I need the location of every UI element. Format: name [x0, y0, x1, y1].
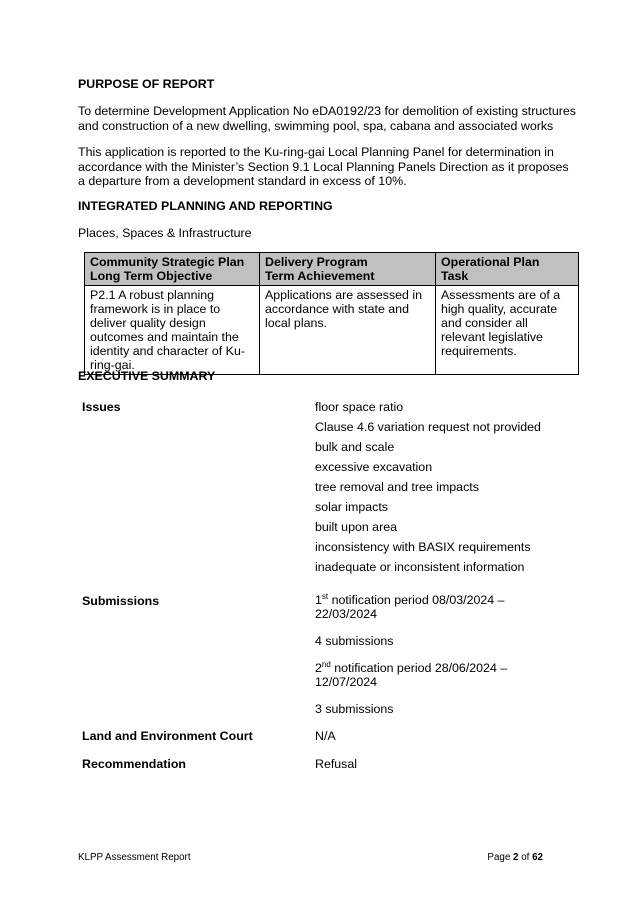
- ipr-column-header-line2: Task: [441, 269, 469, 283]
- notification-period-1: [315, 593, 555, 621]
- notification-ordinal: 2: [315, 661, 322, 675]
- notification-text: notification period 28/06/2024 – 12/07/2024: [315, 661, 508, 689]
- court-label: Land and Environment Court: [82, 729, 253, 743]
- purpose-paragraph-2: This application is reported to the Ku-ring-gai Local Planning Panel for determination in accordance with the Minister’s Section 9.1 Local Planning Panels Direction as it proposes a departure from a development standard in excess of 10%.: [78, 145, 569, 188]
- issue-item: Clause 4.6 variation request not provided: [315, 420, 541, 434]
- notification-period-2: [315, 661, 555, 689]
- ipr-table-row: [85, 286, 579, 375]
- footer-of-word: of: [518, 852, 533, 863]
- issue-item: built upon area: [315, 520, 397, 534]
- ipr-column-header-line2: Term Achievement: [265, 269, 375, 283]
- recommendation-label: Recommendation: [82, 757, 186, 771]
- footer-page-number: [487, 852, 543, 863]
- footer-page-current: 2: [513, 852, 519, 863]
- summary-heading: EXECUTIVE SUMMARY: [78, 369, 216, 383]
- ipr-column-header-line2: Long Term Objective: [90, 269, 213, 283]
- footer-page-total: 62: [532, 852, 543, 863]
- ipr-table-header-row: [85, 253, 579, 286]
- ipr-column-header-line1: Community Strategic Plan: [90, 255, 245, 269]
- issues-label: Issues: [82, 400, 121, 414]
- ipr-heading: INTEGRATED PLANNING AND REPORTING: [78, 199, 333, 213]
- issue-item: solar impacts: [315, 500, 388, 514]
- purpose-paragraph-1: To determine Development Application No eDA0192/23 for demolition of existing structures and construction of a new dwelling, swimming pool, spa, cabana and associated works: [78, 104, 576, 133]
- ipr-cell-objective: P2.1 A robust planning framework is in place to deliver quality design outcomes and maintain the identity and character of Ku-ring-gai.: [85, 286, 260, 375]
- issue-item: tree removal and tree impacts: [315, 480, 479, 494]
- issue-item: floor space ratio: [315, 400, 404, 414]
- notification-ordinal-suffix: st: [321, 591, 329, 601]
- ipr-subtitle: Places, Spaces & Infrastructure: [78, 226, 252, 240]
- ipr-column-header-line1: Delivery Program: [265, 255, 368, 269]
- submissions-count-2: 3 submissions: [315, 702, 394, 716]
- ipr-table: [84, 252, 579, 375]
- footer-report-title: KLPP Assessment Report: [78, 852, 191, 863]
- notification-ordinal-suffix: nd: [321, 659, 331, 669]
- notification-ordinal: 1: [315, 593, 322, 607]
- footer-page-word: Page: [487, 852, 514, 863]
- issue-item: excessive excavation: [315, 460, 433, 474]
- submissions-count-1: 4 submissions: [315, 634, 394, 648]
- issue-item: inadequate or inconsistent information: [315, 560, 525, 574]
- ipr-column-header: [436, 253, 579, 286]
- ipr-column-header: [260, 253, 436, 286]
- ipr-column-header: [85, 253, 260, 286]
- submissions-label: Submissions: [82, 594, 160, 608]
- court-value: N/A: [315, 729, 336, 743]
- recommendation-value: Refusal: [315, 757, 358, 771]
- ipr-cell-achievement: Applications are assessed in accordance with state and local plans.: [260, 286, 436, 375]
- ipr-cell-task: Assessments are of a high quality, accurate and consider all relevant legislative requirements.: [436, 286, 579, 375]
- notification-text: notification period 08/03/2024 – 22/03/2024: [315, 593, 505, 621]
- issue-item: bulk and scale: [315, 440, 395, 454]
- ipr-column-header-line1: Operational Plan: [441, 255, 540, 269]
- issue-item: inconsistency with BASIX requirements: [315, 540, 531, 554]
- purpose-heading: PURPOSE OF REPORT: [78, 77, 215, 91]
